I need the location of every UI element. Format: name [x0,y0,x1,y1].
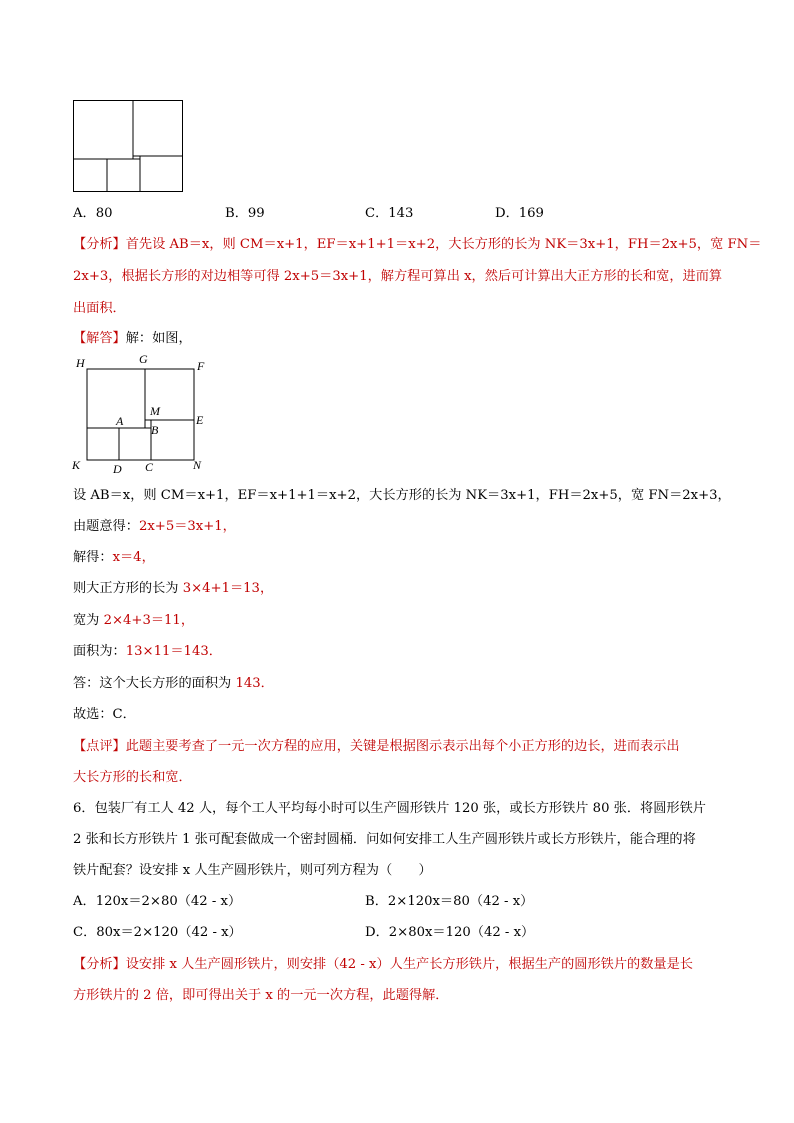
label-B: B [151,423,159,437]
option-b: B．99 [225,206,265,221]
solution-tag: 【解答】 [73,331,126,346]
analysis-tag: 【分析】 [73,237,126,252]
option-a: A．80 [73,206,113,221]
label-F: F [197,359,205,373]
label-M: M [150,404,160,418]
comment-line-1: 【点评】此题主要考查了一元一次方程的应用，关键是根据图示表示出每个小正方形的边长，进而表示出 [73,739,680,754]
solution-step-5: 宽为 2×4+3＝11， [73,613,195,628]
solution-step-6: 面积为：13×11＝143． [73,644,222,659]
question6-option-a: A．120x＝2×80（42 - x） [73,894,242,909]
solution-step-1: 设 AB＝x，则 CM＝x+1，EF＝x+1+1＝x+2，大长方形的长为 NK＝3x+1，FH＝2x+5，宽 FN＝2x+3， [73,488,731,503]
option-c: C．143 [365,206,414,221]
question6-line-1: 6．包装厂有工人 42 人，每个工人平均每小时可以生产圆形铁片 120 张，或长方形铁片 80 张．将圆形铁片 [73,801,706,816]
label-A: A [116,414,124,428]
analysis-line-3: 出面积． [73,301,126,316]
solution-step-2: 由题意得：2x+5＝3x+1， [73,519,236,534]
label-G: G [139,352,148,366]
solution-step-8: 故选：C． [73,707,136,722]
solution-step-3: 解得：x＝4， [73,550,155,565]
comment-tag: 【点评】 [73,739,126,754]
question6-line-3: 铁片配套？设安排 x 人生产圆形铁片，则可列方程为（ ） [73,863,432,878]
solution-step-7: 答：这个大长方形的面积为 143． [73,676,274,691]
label-C: C [145,460,154,474]
analysis6-line-1: 【分析】设安排 x 人生产圆形铁片，则安排（42 - x）人生产长方形铁片，根据生产的圆形铁片的数量是长 [73,957,693,972]
label-N: N [193,458,202,472]
question6-line-2: 2 张和长方形铁片 1 张可配套做成一个密封圆桶．问如何安排工人生产圆形铁片或长方形铁片，能合理的将 [73,832,696,847]
option-d: D．169 [495,206,544,221]
label-K: K [72,458,81,472]
question6-option-d: D．2×80x＝120（42 - x） [365,925,535,940]
question6-option-b: B．2×120x＝80（42 - x） [365,894,534,909]
label-H: H [76,356,85,370]
figure-squares-1 [73,100,185,194]
question6-option-c: C．80x＝2×120（42 - x） [73,925,242,940]
analysis-line-2: 2x+3，根据长方形的对边相等可得 2x+5＝3x+1，解方程可算出 x，然后可计算出大正方形的长和宽，进而算 [73,269,723,284]
label-D: D [113,462,122,476]
comment-line-2: 大长方形的长和宽． [73,770,192,785]
solution-step-4: 则大正方形的长为 3×4+1＝13， [73,581,274,596]
solution-heading: 【解答】解：如图， [73,331,192,346]
analysis6-tag: 【分析】 [73,957,126,972]
label-E: E [196,413,204,427]
analysis6-line-2: 方形铁片的 2 倍，即可得出关于 x 的一元一次方程，此题得解． [73,988,449,1003]
analysis-line-1: 【分析】首先设 AB＝x，则 CM＝x+1，EF＝x+1+1＝x+2，大长方形的长为 NK＝3x+1，FH＝2x+5，宽 FN＝ [73,237,762,252]
figure-squares-labeled [70,352,210,478]
